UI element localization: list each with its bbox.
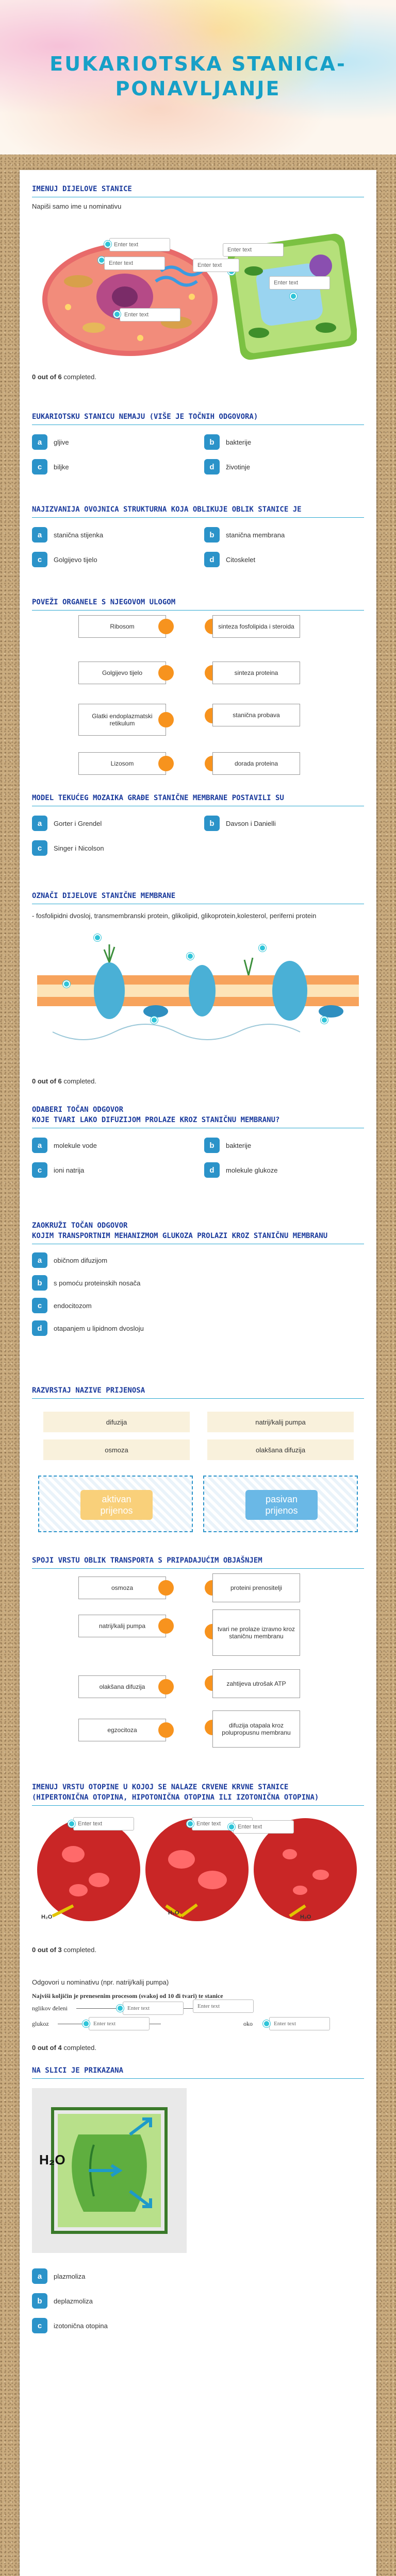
rbc-diagram: [32, 1813, 364, 1942]
fill-pin-3[interactable]: [82, 2020, 90, 2027]
rbc-input-1[interactable]: Enter text: [73, 1817, 134, 1831]
option-d[interactable]: d Citoskelet: [204, 551, 364, 568]
options-list: [32, 1251, 364, 1337]
progress-text: 0 out of 6 completed.: [32, 373, 96, 381]
options-grid: [32, 815, 364, 857]
option-a[interactable]: a plazmoliza: [32, 2267, 364, 2285]
progress-text: 0 out of 6 completed.: [32, 1077, 96, 1085]
match-handle-left-2[interactable]: [158, 665, 174, 681]
options-grid: [32, 433, 364, 476]
option-a[interactable]: a običnom difuzijom: [32, 1251, 364, 1269]
section-title: MODEL TEKUĆEG MOZAIKA GRAĐE STANIČNE MEMBRANE POSTAVILI SU: [32, 793, 364, 806]
section-subtitle: KOJIM TRANSPORTNIM MEHANIZMOM GLUKOZA PROLAZI KROZ STANIČNU MEMBRANU: [32, 1231, 364, 1244]
match-right-3[interactable]: zahtijeva utrošak ATP: [212, 1669, 300, 1698]
h2o-label: H₂O: [39, 2152, 65, 2167]
section-title: IMENUJ VRSTU OTOPINE U KOJOJ SE NALAZE CRVENE KRVNE STANICE: [32, 1783, 289, 1791]
option-b[interactable]: b deplazmoliza: [32, 2292, 364, 2310]
option-b[interactable]: b bakterije: [204, 433, 364, 451]
membrane-pin-1[interactable]: [94, 934, 101, 941]
option-a[interactable]: a gljive: [32, 433, 192, 451]
membrane-pin-6[interactable]: [63, 980, 70, 988]
match-handle-left-3[interactable]: [158, 712, 174, 727]
drop-label-active: aktivan prijenos: [80, 1490, 153, 1520]
match-handle-left-1[interactable]: [158, 1580, 174, 1596]
sort-chip-1[interactable]: difuzija: [43, 1412, 190, 1432]
option-b[interactable]: b s pomoću proteinskih nosača: [32, 1274, 364, 1292]
options-list: [32, 2267, 364, 2334]
section-title: POVEŽI ORGANELE S NJEGOVOM ULOGOM: [32, 598, 364, 611]
sentence-line: glukoz: [32, 2020, 49, 2027]
label-pin-6[interactable]: [113, 311, 121, 318]
match-left-1[interactable]: osmoza: [78, 1577, 166, 1599]
section-q5: [32, 793, 364, 857]
label-input-6[interactable]: Enter text: [120, 308, 180, 321]
label-pin-1[interactable]: [104, 241, 111, 248]
match-left-2[interactable]: Golgijevo tijelo: [78, 662, 166, 684]
membrane-diagram: [32, 924, 364, 1073]
section-title: ZAOKRUŽI TOČAN ODGOVOR: [32, 1222, 128, 1230]
plasmolysis-diagram: [32, 2088, 364, 2258]
match-right-2[interactable]: tvari ne prolaze izravno kroz staničnu membranu: [212, 1609, 300, 1656]
section-q13: [32, 2066, 364, 2334]
fill-input-2[interactable]: Enter text: [193, 1999, 254, 2013]
option-d[interactable]: d životinje: [204, 458, 364, 476]
section-title: RAZVRSTAJ NAZIVE PRIJENOSA: [32, 1386, 364, 1399]
fill-pin-1[interactable]: [117, 2005, 124, 2012]
option-c[interactable]: c izotonična otopina: [32, 2317, 364, 2334]
fill-in-text: [32, 1990, 364, 2040]
drop-zone-active[interactable]: [38, 1476, 193, 1532]
match-left-4[interactable]: Lizosom: [78, 752, 166, 775]
instruction: Napiši samo ime u nominativu: [32, 202, 122, 210]
drop-zone-passive[interactable]: [203, 1476, 358, 1532]
h2o-label-1: H₂O: [41, 1914, 53, 1920]
option-c[interactable]: c Singer i Nicolson: [32, 839, 192, 857]
section-title: IMENUJ DIJELOVE STANICE: [32, 184, 364, 197]
match-handle-left-4[interactable]: [158, 756, 174, 771]
option-c[interactable]: c Golgijevo tijelo: [32, 551, 192, 568]
match-right-4[interactable]: difuzija otapala kroz polupropusnu membranu: [212, 1710, 300, 1748]
match-handle-left-3[interactable]: [158, 1679, 174, 1694]
cell-diagram: [32, 214, 364, 369]
option-d[interactable]: d molekule glukoze: [204, 1161, 364, 1179]
rbc-pin-1[interactable]: [68, 1820, 75, 1827]
rbc-pin-2[interactable]: [187, 1820, 194, 1827]
section-label-cell: [32, 184, 364, 381]
section-title: ODABERI TOČAN ODGOVOR: [32, 1106, 124, 1114]
drop-label-passive: pasivan prijenos: [245, 1490, 318, 1520]
section-membrane: [32, 891, 364, 1085]
h2o-label-3: H₂O: [300, 1914, 311, 1920]
progress-text: 0 out of 3 completed.: [32, 1946, 96, 1954]
instruction: Odgovori u nominativu (npr. natrij/kalij pumpa): [32, 1978, 169, 1986]
option-b[interactable]: b stanična membrana: [204, 526, 364, 544]
worksheet-paper: [20, 170, 376, 2576]
section-title: EUKARIOTSKU STANICU NEMAJU (VIŠE JE TOČNIH ODGOVORA): [32, 412, 364, 425]
section-q2: [32, 412, 364, 476]
section-subtitle: (HIPERTONIČNA OTOPINA, HIPOTONIČNA OTOPINA ILI IZOTONIČNA OTOPINA): [32, 1793, 364, 1806]
section-sort: [32, 1386, 364, 1540]
options-grid: [32, 1137, 364, 1179]
match-handle-left-2[interactable]: [158, 1618, 174, 1634]
rbc-input-2[interactable]: Enter text: [192, 1817, 253, 1831]
plasmolysis-image: [32, 2088, 187, 2253]
options-grid: [32, 526, 364, 568]
sort-chip-4[interactable]: olakšana difuzija: [207, 1439, 354, 1460]
option-b[interactable]: b Davson i Danielli: [204, 815, 364, 832]
option-a[interactable]: a Gorter i Grendel: [32, 815, 192, 832]
label-input-3[interactable]: Enter text: [104, 257, 165, 270]
fill-input-4[interactable]: Enter text: [269, 2017, 330, 2030]
match-left-3[interactable]: olakšana difuzija: [78, 1675, 166, 1698]
match-right-3[interactable]: stanična probava: [212, 704, 300, 726]
section-title: NA SLICI JE PRIKAZANA: [32, 2066, 364, 2079]
section-q8: [32, 1221, 364, 1337]
match-left-4[interactable]: egzocitoza: [78, 1719, 166, 1741]
option-a[interactable]: a stanična stijenka: [32, 526, 192, 544]
section-q3: [32, 505, 364, 568]
option-c[interactable]: c endocitozom: [32, 1297, 364, 1314]
fill-input-1[interactable]: Enter text: [123, 2002, 184, 2015]
rbc-image: [32, 1813, 364, 1937]
instruction: - fosfolipidni dvosloj, transmembranski protein, glikolipid, glikoprotein,kolesterol, periferni protein: [32, 912, 317, 920]
section-title: SPOJI VRSTU OBLIK TRANSPORTA S PRIPADAJUĆIM OBJAŠNJEM: [32, 1556, 364, 1569]
label-input-4[interactable]: Enter text: [193, 259, 239, 272]
rbc-input-3[interactable]: Enter text: [233, 1820, 294, 1834]
progress-text: 0 out of 4 completed.: [32, 2044, 96, 2052]
fill-input-3[interactable]: Enter text: [89, 2017, 150, 2030]
membrane-pin-5[interactable]: [321, 1016, 328, 1024]
label-input-2[interactable]: Enter text: [223, 243, 284, 257]
section-title: OZNAČI DIJELOVE STANIČNE MEMBRANE: [32, 891, 364, 904]
section-fill-in: [32, 1973, 364, 2052]
option-c[interactable]: c biljke: [32, 458, 192, 476]
section-q7: [32, 1105, 364, 1179]
option-d[interactable]: d otapanjem u lipidnom dvosloju: [32, 1319, 364, 1337]
sort-chip-3[interactable]: osmoza: [43, 1439, 190, 1460]
section-match-transport: [32, 1556, 364, 1777]
page-title: EUKARIOTSKA STANICA-PONAVLJANJE: [50, 53, 346, 100]
label-input-1[interactable]: Enter text: [109, 238, 170, 251]
match-left-3[interactable]: Glatki endoplazmatski retikulum: [78, 704, 166, 736]
section-rbc: [32, 1783, 364, 1954]
sentence-line: Najviši koljičin je prenesenim procesom (svakoj od 10 đi tvari) te stanice: [32, 1992, 223, 1999]
match-right-2[interactable]: sinteza proteina: [212, 662, 300, 684]
membrane-pin-3[interactable]: [259, 944, 266, 952]
option-a[interactable]: a molekule vode: [32, 1137, 192, 1154]
membrane-pin-2[interactable]: [187, 953, 194, 960]
match-right-1[interactable]: sinteza fosfolipida i steroida: [212, 615, 300, 638]
option-b[interactable]: b bakterije: [204, 1137, 364, 1154]
sort-chip-2[interactable]: natrij/kalij pumpa: [207, 1412, 354, 1432]
section-match-organelles: [32, 598, 364, 819]
match-handle-left-4[interactable]: [158, 1722, 174, 1738]
label-input-5[interactable]: Enter text: [269, 276, 330, 290]
option-c[interactable]: c ioni natrija: [32, 1161, 192, 1179]
match-right-1[interactable]: proteini prenositelji: [212, 1573, 300, 1602]
section-subtitle: KOJE TVARI LAKO DIFUZIJOM PROLAZE KROZ STANIČNU MEMBRANU?: [32, 1115, 364, 1128]
match-left-1[interactable]: Ribosom: [78, 615, 166, 638]
rbc-pin-3[interactable]: [228, 1823, 235, 1831]
fill-pin-4[interactable]: [263, 2020, 270, 2027]
match-left-2[interactable]: natrij/kalij pumpa: [78, 1615, 166, 1637]
sentence-line: nglikov đeleni: [32, 2005, 68, 2012]
membrane-image: [32, 929, 364, 1068]
membrane-pin-4[interactable]: [151, 1016, 158, 1024]
match-handle-left-1[interactable]: [158, 619, 174, 634]
match-right-4[interactable]: dorada proteina: [212, 752, 300, 775]
h2o-label-2: H₂O: [168, 1910, 179, 1916]
sentence-line: oko: [243, 2020, 253, 2027]
label-pin-5[interactable]: [290, 293, 297, 300]
section-title: NAJIZVANIJA OVOJNICA STRUKTURNA KOJA OBLIKUJE OBLIK STANICE JE: [32, 505, 364, 518]
